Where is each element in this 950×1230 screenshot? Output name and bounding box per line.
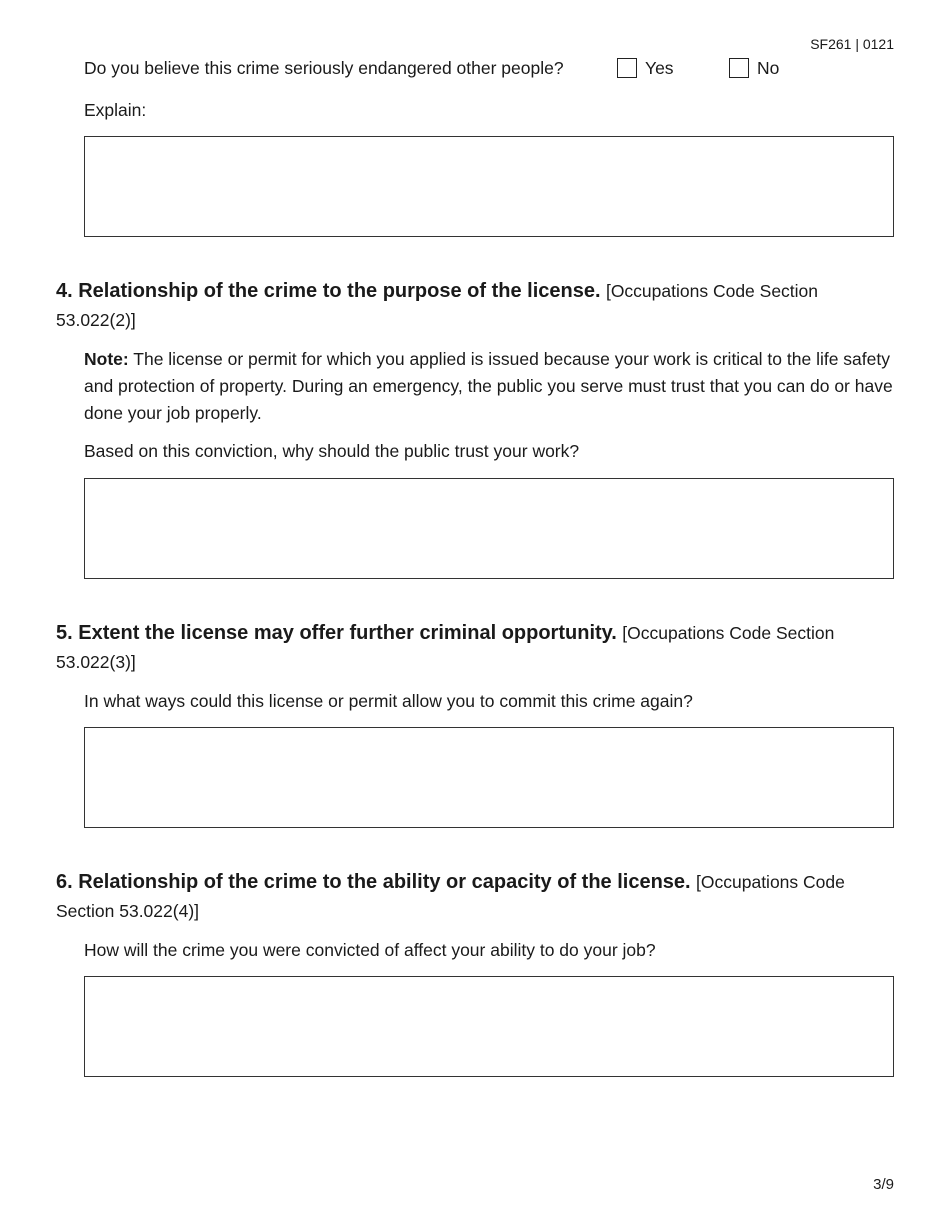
section-5-answer-box[interactable] bbox=[84, 727, 894, 828]
section-4-note bbox=[84, 346, 896, 427]
endangered-no-checkbox[interactable] bbox=[729, 58, 749, 78]
explain-label: Explain: bbox=[84, 100, 147, 120]
section-4-title: 4. Relationship of the crime to the purpose of the license. bbox=[56, 280, 601, 302]
section-6-reference: [Occupations Code Section 53.022(4)] bbox=[56, 872, 845, 921]
section-6-question: How will the crime you were convicted of affect your ability to do your job? bbox=[84, 940, 656, 960]
section-6-heading bbox=[56, 868, 896, 926]
endangered-yes-label: Yes bbox=[645, 58, 674, 78]
section-4-question: Based on this conviction, why should the public trust your work? bbox=[84, 441, 580, 461]
section-4-heading bbox=[56, 277, 896, 335]
endangered-no-label: No bbox=[757, 58, 780, 78]
form-id: SF261 | 0121 bbox=[810, 36, 894, 52]
section-6-answer-box[interactable] bbox=[84, 976, 894, 1077]
section-5-question: In what ways could this license or permit allow you to commit this crime again? bbox=[84, 691, 693, 711]
endangered-yes-checkbox[interactable] bbox=[617, 58, 637, 78]
note-label: Note: bbox=[84, 349, 129, 369]
explain-answer-box[interactable] bbox=[84, 136, 894, 237]
section-4-answer-box[interactable] bbox=[84, 478, 894, 579]
section-5-reference: [Occupations Code Section 53.022(3)] bbox=[56, 623, 835, 672]
section-4-reference: [Occupations Code Section 53.022(2)] bbox=[56, 281, 819, 330]
note-text: The license or permit for which you applied is issued because your work is critical to the life safety and protection of property. During an emergency, the public you serve must trust that you can do or have done your job properly. bbox=[84, 349, 893, 423]
page-number: 3/9 bbox=[873, 1176, 894, 1193]
section-5-title: 5. Extent the license may offer further criminal opportunity. bbox=[56, 622, 617, 644]
section-6-title: 6. Relationship of the crime to the ability or capacity of the license. bbox=[56, 871, 691, 893]
section-5-heading bbox=[56, 619, 896, 677]
endangered-question: Do you believe this crime seriously endangered other people? bbox=[84, 58, 564, 78]
